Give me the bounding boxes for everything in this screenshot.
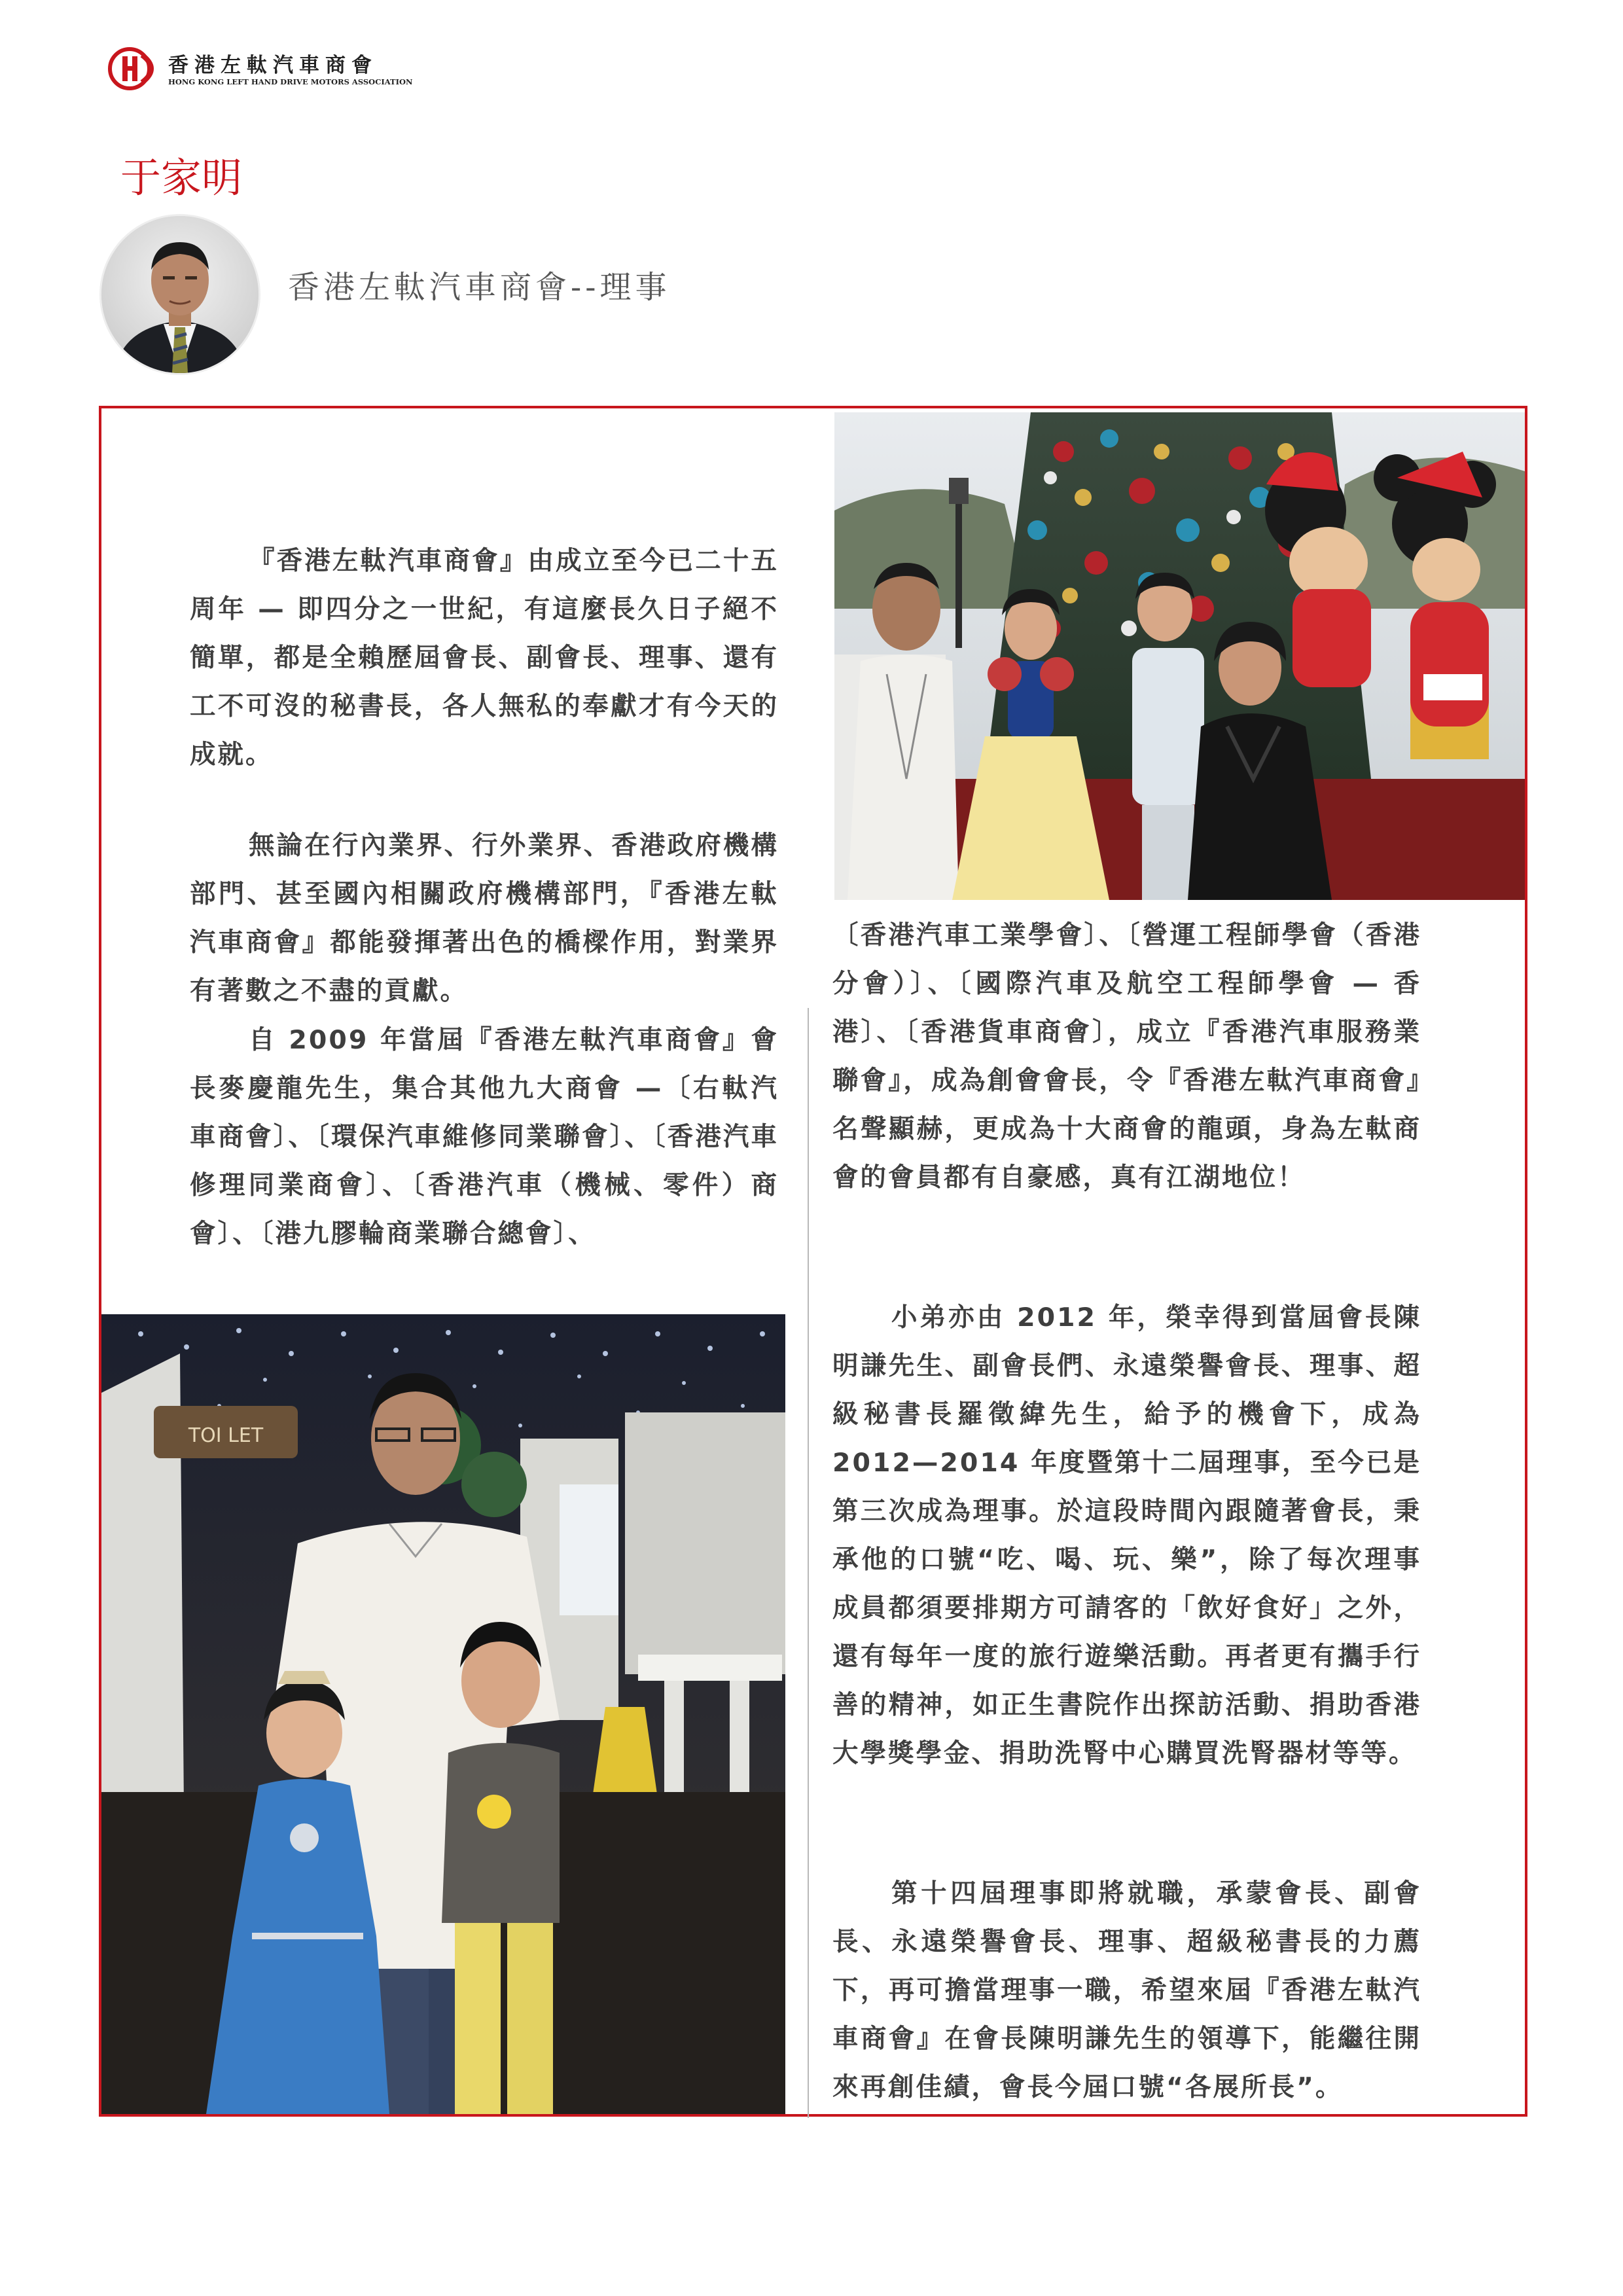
portrait-photo: [101, 216, 259, 373]
person-name: 于家明: [120, 154, 243, 202]
logo-name-cn: 香港左軚汽車商會: [168, 54, 378, 77]
article-paragraph-3: 自 2009 年當屆『香港左軚汽車商會』會長麥慶龍先生，集合其他九大商會 —〔右軚汽車商會〕、〔環保汽車維修同業聯會〕、〔香港汽車修理同業商會〕、〔香港汽車（機械、零件）商會〕、〔港九膠輪商業聯合總會〕、: [190, 1025, 779, 1249]
association-logo: [108, 47, 422, 93]
article-paragraph-5: 小弟亦由 2012 年，榮幸得到當屆會長陳明謙先生、副會長們、永遠榮譽會長、理事、超級秘書長羅徵緯先生，給予的機會下，成為 2012—2014 年度暨第十二屆理事，至今已是第三次成為理事。於這段時間內跟隨著會長，秉承他的口號“吃、喝、玩、樂”，除了每次理事成員都須要排期方可請客的「飲好食好」之外，還有每年一度的旅行遊樂活動。再者更有攜手行善的精神，如正生書院作出探訪活動、捐助香港大學獎學金、捐助洗腎中心購買洗腎器材等等。: [832, 1302, 1421, 1768]
restaurant-family-photo: [101, 1314, 785, 2114]
article-paragraph-2: 無論在行內業界、行外業界、香港政府機構部門、甚至國內相關政府機構部門，『香港左軚汽車商會』都能發揮著出色的橋樑作用，對業界有著數之不盡的貢獻。: [190, 831, 779, 1006]
article-paragraph-1: 『香港左軚汽車商會』由成立至今已二十五周年 — 即四分之一世紀，有這麼長久日子絕不簡單，都是全賴歷屆會長、副會長、理事、還有工不可沒的秘書長，各人無私的奉獻才有今天的成就。: [190, 546, 779, 770]
logo-name-en: HONG KONG LEFT HAND DRIVE MOTORS ASSOCIATION: [168, 77, 413, 86]
article-paragraph-4: 〔香港汽車工業學會〕、〔營運工程師學會（香港分會）〕、〔國際汽車及航空工程師學會 — 香港〕、〔香港貨車商會〕，成立『香港汽車服務業聯會』，成為創會會長，令『香港左軚汽車商會』名聲顯赫，更成為十大商會的龍頭，身為左軚商會的會員都有自豪感，真有江湖地位！: [832, 920, 1421, 1193]
person-role: 香港左軚汽車商會--理事: [288, 269, 671, 306]
article-paragraph-6: 第十四屆理事即將就職，承蒙會長、副會長、永遠榮譽會長、理事、超級秘書長的力薦下，再可擔當理事一職，希望來屆『香港左軚汽車商會』在會長陳明謙先生的領導下，能繼往開來再創佳績，會長今屆口號“各展所長”。: [832, 1878, 1421, 2102]
toilet-sign-text: TOI LET: [188, 1424, 264, 1447]
chd-logo-icon: [108, 47, 162, 90]
column-divider: [808, 1008, 809, 2118]
christmas-family-photo: [834, 412, 1525, 900]
